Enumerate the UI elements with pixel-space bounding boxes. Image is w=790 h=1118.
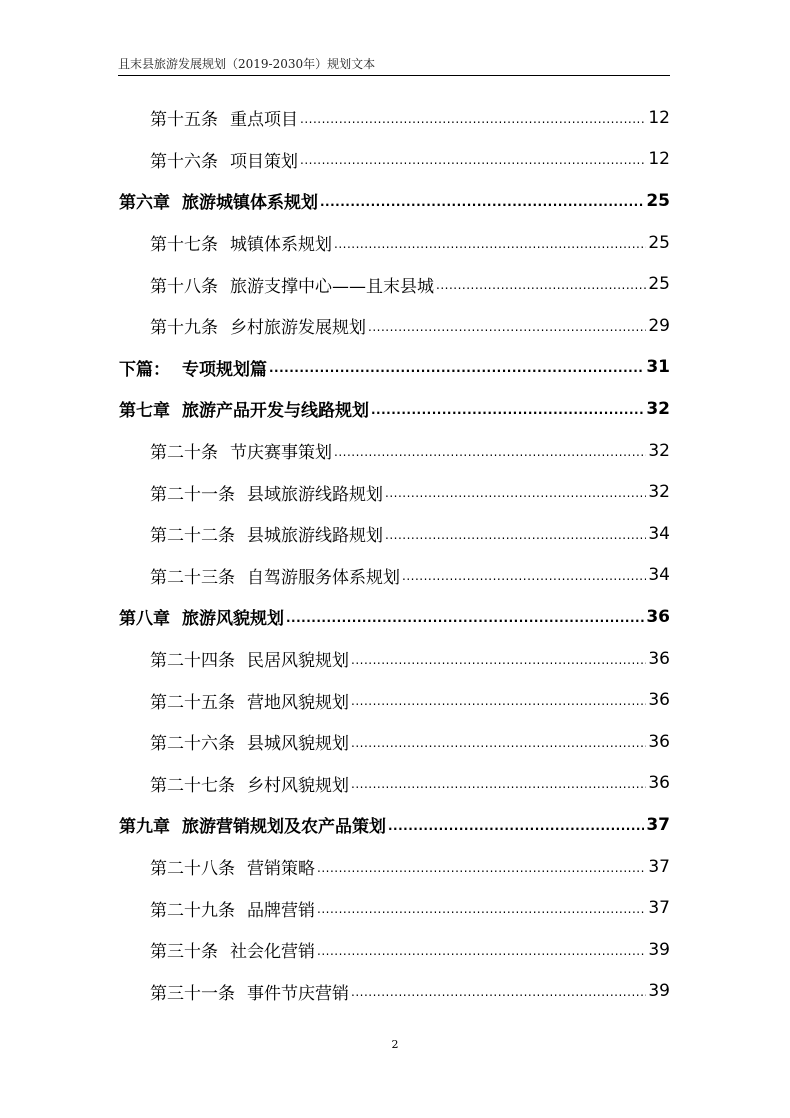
toc-chapter-entry[interactable] <box>119 388 670 430</box>
toc-entry-title <box>150 771 349 796</box>
toc-entry-number: 第十九条 <box>150 318 218 339</box>
toc-chapter-entry[interactable] <box>119 596 670 638</box>
toc-page-number: 12 <box>648 149 670 170</box>
toc-entry-number: 第十八条 <box>150 276 218 297</box>
toc-entry-text: 县域旅游线路规划 <box>247 484 383 505</box>
toc-entry-number: 第二十三条 <box>150 567 235 588</box>
toc-page-number: 37 <box>648 898 670 919</box>
toc-dot-leader <box>385 524 646 544</box>
toc-article-entry[interactable] <box>150 887 670 929</box>
toc-article-entry[interactable] <box>150 263 670 305</box>
toc-entry-number: 第七章 <box>119 401 170 422</box>
toc-entry-text: 乡村旅游发展规划 <box>230 318 366 339</box>
toc-entry-title <box>150 896 315 921</box>
toc-chapter-entry[interactable] <box>119 180 670 222</box>
toc-dot-leader <box>436 274 646 294</box>
toc-article-entry[interactable] <box>150 721 670 763</box>
toc-entry-text: 重点项目 <box>230 110 298 131</box>
toc-entry-text: 节庆赛事策划 <box>230 443 332 464</box>
toc-article-entry[interactable] <box>150 471 670 513</box>
toc-page-number: 34 <box>648 565 670 586</box>
toc-entry-number: 第二十七条 <box>150 775 235 796</box>
toc-entry-text: 县城旅游线路规划 <box>247 526 383 547</box>
toc-entry-number: 第二十二条 <box>150 526 235 547</box>
toc-dot-leader <box>286 607 644 627</box>
toc-dot-leader <box>351 690 646 710</box>
toc-entry-title <box>119 604 284 629</box>
toc-entry-title <box>150 646 349 671</box>
toc-entry-title <box>150 729 349 754</box>
toc-article-entry[interactable] <box>150 139 670 181</box>
toc-entry-number: 第二十条 <box>150 443 218 464</box>
toc-page-number: 39 <box>648 939 670 960</box>
toc-page-number: 32 <box>648 440 670 461</box>
toc-page-number: 29 <box>648 315 670 336</box>
toc-article-entry[interactable] <box>150 555 670 597</box>
toc-entry-text: 旅游支撑中心——且末县城 <box>230 276 434 297</box>
toc-article-entry[interactable] <box>150 971 670 1013</box>
toc-dot-leader <box>351 732 646 752</box>
toc-entry-title <box>119 355 267 380</box>
toc-page-number: 25 <box>648 274 670 295</box>
toc-dot-leader <box>317 857 646 877</box>
toc-entry-text: 县城风貌规划 <box>247 734 349 755</box>
toc-article-entry[interactable] <box>150 929 670 971</box>
toc-dot-leader <box>368 316 646 336</box>
toc-dot-leader <box>269 357 644 377</box>
toc-page-number: 36 <box>648 773 670 794</box>
toc-entry-number: 第六章 <box>119 193 170 214</box>
toc-entry-title <box>119 812 386 837</box>
toc-page-number: 32 <box>646 398 670 419</box>
page-footer <box>0 1038 790 1051</box>
toc-page-number: 25 <box>648 232 670 253</box>
toc-dot-leader <box>402 565 646 585</box>
toc-entry-title <box>150 438 332 463</box>
toc-entry-text: 旅游营销规划及农产品策划 <box>182 817 386 838</box>
toc-entry-text: 营销策略 <box>247 859 315 880</box>
toc-chapter-entry[interactable] <box>119 804 670 846</box>
toc-entry-text: 社会化营销 <box>230 942 315 963</box>
toc-entry-text: 城镇体系规划 <box>230 235 332 256</box>
toc-entry-title <box>150 688 349 713</box>
toc-entry-text: 旅游产品开发与线路规划 <box>182 401 369 422</box>
toc-article-entry[interactable] <box>150 763 670 805</box>
toc-entry-number: 第二十四条 <box>150 651 235 672</box>
toc-article-entry[interactable] <box>150 222 670 264</box>
toc-article-entry[interactable] <box>150 513 670 555</box>
toc-dot-leader <box>371 399 644 419</box>
toc-entry-title <box>150 521 383 546</box>
toc-dot-leader <box>385 482 646 502</box>
toc-dot-leader <box>317 940 646 960</box>
toc-entry-number: 第十七条 <box>150 235 218 256</box>
toc-entry-number: 第十六条 <box>150 151 218 172</box>
toc-entry-number: 第二十一条 <box>150 484 235 505</box>
toc-article-entry[interactable] <box>150 846 670 888</box>
toc-entry-title <box>119 396 369 421</box>
toc-page-number: 36 <box>646 606 670 627</box>
toc-entry-number: 第十五条 <box>150 110 218 131</box>
toc-article-entry[interactable] <box>150 679 670 721</box>
toc-dot-leader <box>351 773 646 793</box>
toc-entry-text: 乡村风貌规划 <box>247 775 349 796</box>
toc-entry-title <box>150 272 434 297</box>
toc-entry-title <box>150 979 349 1004</box>
page-number: 2 <box>391 1038 399 1051</box>
toc-dot-leader <box>317 898 646 918</box>
toc-entry-text: 事件节庆营销 <box>247 983 349 1004</box>
toc-entry-number: 第二十九条 <box>150 900 235 921</box>
toc-article-entry[interactable] <box>150 430 670 472</box>
toc-page-number: 34 <box>648 523 670 544</box>
toc-entry-title <box>150 313 366 338</box>
toc-page-number: 36 <box>648 731 670 752</box>
toc-article-entry[interactable] <box>150 638 670 680</box>
toc-entry-title <box>150 937 315 962</box>
toc-article-entry[interactable] <box>150 97 670 139</box>
toc-page-number: 36 <box>648 648 670 669</box>
page-header <box>118 57 670 76</box>
toc-article-entry[interactable] <box>150 305 670 347</box>
toc-page-number: 32 <box>648 482 670 503</box>
toc-entry-text: 旅游风貌规划 <box>182 609 284 630</box>
toc-dot-leader <box>351 981 646 1001</box>
toc-entry-number: 第九章 <box>119 817 170 838</box>
header-title: 且末县旅游发展规划（2019-2030年）规划文本 <box>118 57 376 71</box>
toc-dot-leader <box>320 191 644 211</box>
toc-entry-text: 专项规划篇 <box>182 359 267 380</box>
toc-page-number: 25 <box>646 190 670 211</box>
toc-entry-text: 民居风貌规划 <box>247 651 349 672</box>
toc-entry-title <box>150 480 383 505</box>
toc-entry-text: 项目策划 <box>230 151 298 172</box>
toc-entry-text: 品牌营销 <box>247 900 315 921</box>
toc-dot-leader <box>388 815 644 835</box>
toc-entry-title <box>150 563 400 588</box>
toc-entry-title <box>150 230 332 255</box>
toc-entry-number: 第八章 <box>119 609 170 630</box>
toc-entry-title <box>150 147 298 172</box>
toc-dot-leader <box>300 108 646 128</box>
toc-entry-title <box>119 188 318 213</box>
toc-page-number: 36 <box>648 690 670 711</box>
toc-dot-leader <box>334 441 646 461</box>
toc-page-number: 12 <box>648 107 670 128</box>
toc-entry-title <box>150 854 315 879</box>
toc-entry-text: 营地风貌规划 <box>247 692 349 713</box>
toc-entry-number: 第二十五条 <box>150 692 235 713</box>
toc-entry-text: 旅游城镇体系规划 <box>182 193 318 214</box>
toc-dot-leader <box>351 649 646 669</box>
toc-entry-number: 第三十一条 <box>150 983 235 1004</box>
toc-entry-number: 第三十条 <box>150 942 218 963</box>
toc-chapter-entry[interactable] <box>119 347 670 389</box>
toc-page-number: 39 <box>648 981 670 1002</box>
toc-dot-leader <box>334 233 646 253</box>
toc-entry-number: 下篇： <box>119 359 170 380</box>
toc-entry-number: 第二十八条 <box>150 859 235 880</box>
toc-page-number: 37 <box>648 856 670 877</box>
toc-entry-text: 自驾游服务体系规划 <box>247 567 400 588</box>
toc-entry-title <box>150 105 298 130</box>
toc-page-number: 37 <box>646 814 670 835</box>
toc-entry-number: 第二十六条 <box>150 734 235 755</box>
toc-page-number: 31 <box>646 357 670 378</box>
toc-dot-leader <box>300 149 646 169</box>
